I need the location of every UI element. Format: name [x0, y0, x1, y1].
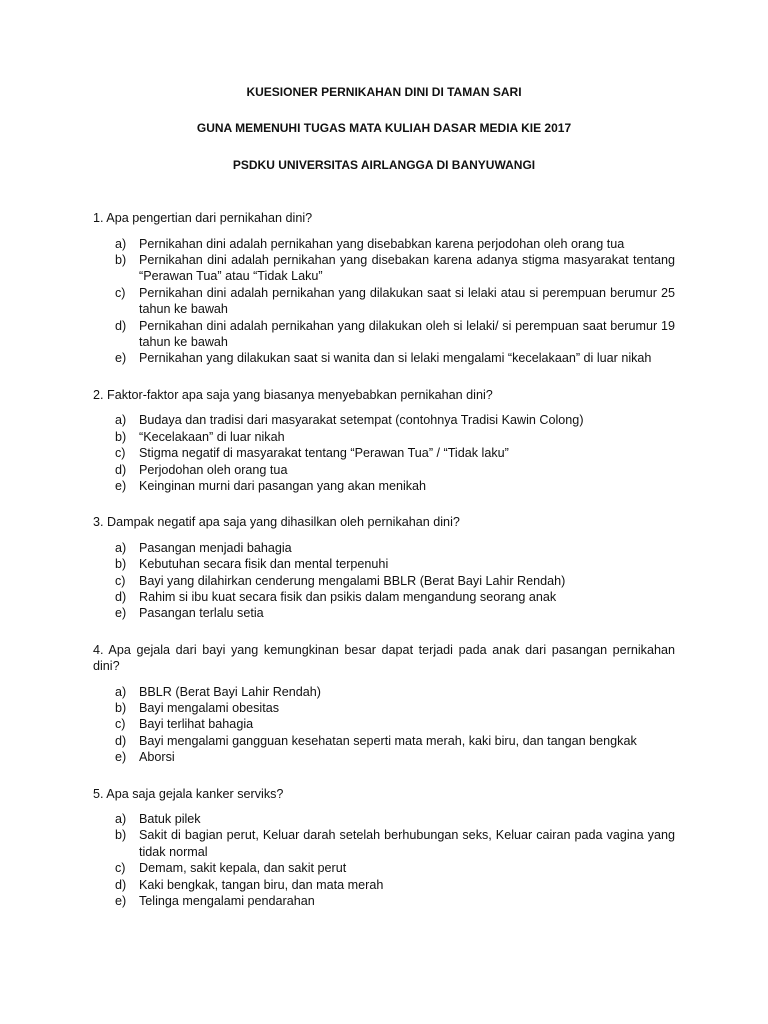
question-block — [93, 786, 675, 910]
option-letter: e) — [115, 478, 127, 493]
option-letter: b) — [115, 557, 127, 572]
option-text: Pernikahan yang dilakukan saat si wanita dan si lelaki mengalami “kecelakaan” di luar nikah — [139, 351, 652, 366]
question-block — [93, 210, 675, 367]
option-text: Pernikahan dini adalah pernikahan yang dilakukan saat si lelaki atau si perempuan berumur 25 tahun ke bawah — [139, 285, 675, 317]
option-text: Kaki bengkak, tangan biru, dan mata merah — [139, 877, 384, 892]
option-text: Keinginan murni dari pasangan yang akan menikah — [139, 478, 427, 493]
answer-option — [115, 462, 675, 478]
question-text: 3. Dampak negatif apa saja yang dihasilkan oleh pernikahan dini? — [93, 515, 460, 530]
answer-option — [115, 478, 675, 494]
question-list — [93, 210, 675, 909]
question-text: 4. Apa gejala dari bayi yang kemungkinan besar dapat terjadi pada anak dari pasangan pernikahan dini? — [93, 642, 675, 674]
option-text: Aborsi — [139, 750, 175, 765]
answer-option — [115, 589, 675, 605]
option-letter: d) — [115, 589, 127, 604]
option-text: Perjodohan oleh orang tua — [139, 462, 288, 477]
option-text: “Kecelakaan” di luar nikah — [139, 429, 285, 444]
option-text: Pernikahan dini adalah pernikahan yang dilakukan oleh si lelaki/ si perempuan saat berumur 19 tahun ke bawah — [139, 318, 675, 350]
option-letter: c) — [115, 285, 126, 300]
document-title: KUESIONER PERNIKAHAN DINI DI TAMAN SARI — [246, 85, 522, 99]
answer-option — [115, 605, 675, 621]
option-letter: e) — [115, 351, 127, 366]
answer-option — [115, 445, 675, 461]
answer-option — [115, 350, 675, 366]
option-text: Telinga mengalami pendarahan — [139, 894, 315, 909]
question-text: 5. Apa saja gejala kanker serviks? — [93, 786, 284, 801]
option-letter: c) — [115, 446, 126, 461]
answer-option — [115, 573, 675, 589]
answer-option — [115, 252, 675, 285]
option-letter: e) — [115, 894, 127, 909]
answer-options — [93, 412, 675, 494]
option-text: Demam, sakit kepala, dan sakit perut — [139, 861, 347, 876]
question-block — [93, 642, 675, 766]
option-text: Stigma negatif di masyarakat tentang “Perawan Tua” / “Tidak laku” — [139, 446, 509, 461]
answer-option — [115, 716, 675, 732]
option-text: Rahim si ibu kuat secara fisik dan psikis dalam mengandung seorang anak — [139, 589, 557, 604]
answer-option — [115, 749, 675, 765]
answer-option — [115, 811, 675, 827]
answer-options — [93, 684, 675, 766]
option-text: BBLR (Berat Bayi Lahir Rendah) — [139, 684, 322, 699]
option-letter: d) — [115, 877, 127, 892]
option-text: Bayi mengalami gangguan kesehatan seperti mata merah, kaki biru, dan tangan bengkak — [139, 733, 637, 748]
option-text: Pasangan menjadi bahagia — [139, 540, 292, 555]
answer-option — [115, 318, 675, 351]
option-letter: b) — [115, 700, 127, 715]
option-letter: c) — [115, 573, 126, 588]
answer-option — [115, 733, 675, 749]
answer-option — [115, 827, 675, 860]
answer-option — [115, 429, 675, 445]
option-text: Pasangan terlalu setia — [139, 606, 264, 621]
option-letter: d) — [115, 318, 127, 333]
option-letter: c) — [115, 861, 126, 876]
option-text: Pernikahan dini adalah pernikahan yang disebabkan karena perjodohan oleh orang tua — [139, 236, 625, 251]
option-letter: d) — [115, 733, 127, 748]
answer-option — [115, 412, 675, 428]
question-text: 2. Faktor-faktor apa saja yang biasanya menyebabkan pernikahan dini? — [93, 387, 493, 402]
option-letter: b) — [115, 828, 127, 843]
question-block — [93, 514, 675, 621]
option-letter: b) — [115, 253, 127, 268]
document-subtitle: GUNA MEMENUHI TUGAS MATA KULIAH DASAR MEDIA KIE 2017 — [196, 121, 572, 136]
answer-option — [115, 236, 675, 252]
answer-options — [93, 236, 675, 367]
answer-option — [115, 700, 675, 716]
option-letter: a) — [115, 684, 127, 699]
answer-option — [115, 893, 675, 909]
option-text: Bayi yang dilahirkan cenderung mengalami BBLR (Berat Bayi Lahir Rendah) — [139, 573, 566, 588]
option-text: Bayi terlihat bahagia — [139, 717, 254, 732]
option-text: Sakit di bagian perut, Keluar darah setelah berhubungan seks, Keluar cairan pada vagina yang tidak normal — [139, 828, 675, 859]
option-text: Bayi mengalami obesitas — [139, 700, 280, 715]
option-text: Kebutuhan secara fisik dan mental terpenuhi — [139, 557, 389, 572]
institution-line: PSDKU UNIVERSITAS AIRLANGGA DI BANYUWANGI — [232, 157, 536, 172]
option-letter: a) — [115, 812, 127, 826]
option-letter: d) — [115, 462, 127, 477]
answer-options — [93, 811, 675, 909]
option-letter: c) — [115, 717, 126, 732]
option-letter: b) — [115, 429, 127, 444]
option-letter: e) — [115, 750, 127, 765]
option-letter: e) — [115, 606, 127, 621]
answer-option — [115, 860, 675, 876]
option-text: Budaya dan tradisi dari masyarakat setempat (contohnya Tradisi Kawin Colong) — [139, 413, 584, 428]
option-letter: a) — [115, 413, 127, 428]
answer-option — [115, 877, 675, 893]
answer-option — [115, 540, 675, 556]
question-block — [93, 387, 675, 494]
answer-options — [93, 540, 675, 622]
answer-option — [115, 285, 675, 318]
option-text: Batuk pilek — [139, 812, 201, 826]
answer-option — [115, 684, 675, 700]
question-text: 1. Apa pengertian dari pernikahan dini? — [93, 211, 313, 226]
option-letter: a) — [115, 540, 127, 555]
option-text: Pernikahan dini adalah pernikahan yang disebakan karena adanya stigma masyarakat tentang “Perawan Tua” atau “Tidak Laku” — [139, 253, 675, 284]
answer-option — [115, 556, 675, 572]
option-letter: a) — [115, 236, 127, 251]
